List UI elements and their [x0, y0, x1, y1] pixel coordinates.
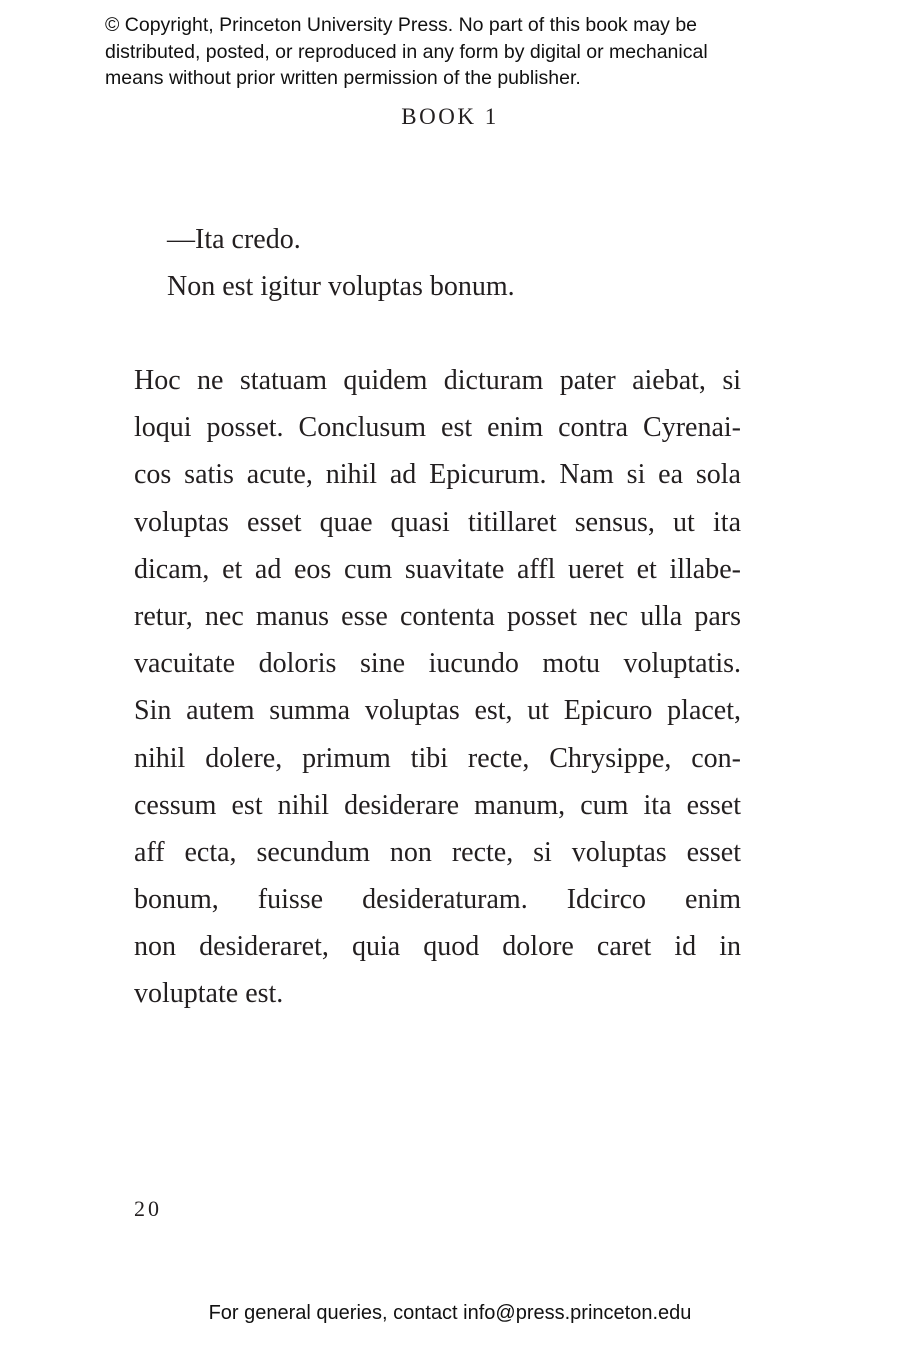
- paragraph-line: Hoc ne statuam quidem dicturam pater aiebat, si: [134, 365, 741, 396]
- dialogue-block: [167, 216, 515, 310]
- paragraph-line: voluptate est.: [134, 978, 284, 1010]
- copyright-line: distributed, posted, or reproduced in any form by digital or mechanical: [105, 40, 708, 63]
- dialogue-line: —Ita credo.: [167, 224, 301, 255]
- footer-contact: For general queries, contact info@press.princeton.edu: [208, 1302, 692, 1324]
- copyright-line: © Copyright, Princeton University Press. No part of this book may be: [105, 14, 698, 36]
- paragraph-line: dicam, et ad eos cum suavitate affl ueret et illabe-: [134, 553, 741, 585]
- paragraph-line: cos satis acute, nihil ad Epicurum. Nam si ea sola: [134, 459, 741, 491]
- paragraph-line: non desideraret, quia quod dolore caret id in: [134, 931, 741, 963]
- paragraph-line: cessum est nihil desiderare manum, cum ita esset: [134, 789, 741, 821]
- body-paragraph: [134, 357, 741, 1018]
- copyright-notice: [105, 12, 825, 92]
- page-number: 20: [134, 1196, 162, 1221]
- dialogue-line: Non est igitur voluptas bonum.: [167, 271, 515, 302]
- paragraph-line: aff ecta, secundum non recte, si voluptas esset: [134, 836, 741, 868]
- paragraph-line: retur, nec manus esse contenta posset nec ulla pars: [134, 600, 741, 632]
- paragraph-line: loqui posset. Conclusum est enim contra Cyrenai-: [134, 412, 741, 444]
- running-head: BOOK 1: [401, 104, 499, 129]
- paragraph-line: bonum, fuisse desideraturam. Idcirco enim: [134, 884, 741, 916]
- paragraph-line: vacuitate doloris sine iucundo motu voluptatis.: [134, 648, 741, 680]
- paragraph-line: Sin autem summa voluptas est, ut Epicuro placet,: [134, 695, 741, 727]
- paragraph-line: voluptas esset quae quasi titillaret sensus, ut ita: [134, 506, 741, 538]
- paragraph-line: nihil dolere, primum tibi recte, Chrysippe, con-: [134, 742, 741, 774]
- copyright-line: means without prior written permission of the publisher.: [105, 67, 581, 89]
